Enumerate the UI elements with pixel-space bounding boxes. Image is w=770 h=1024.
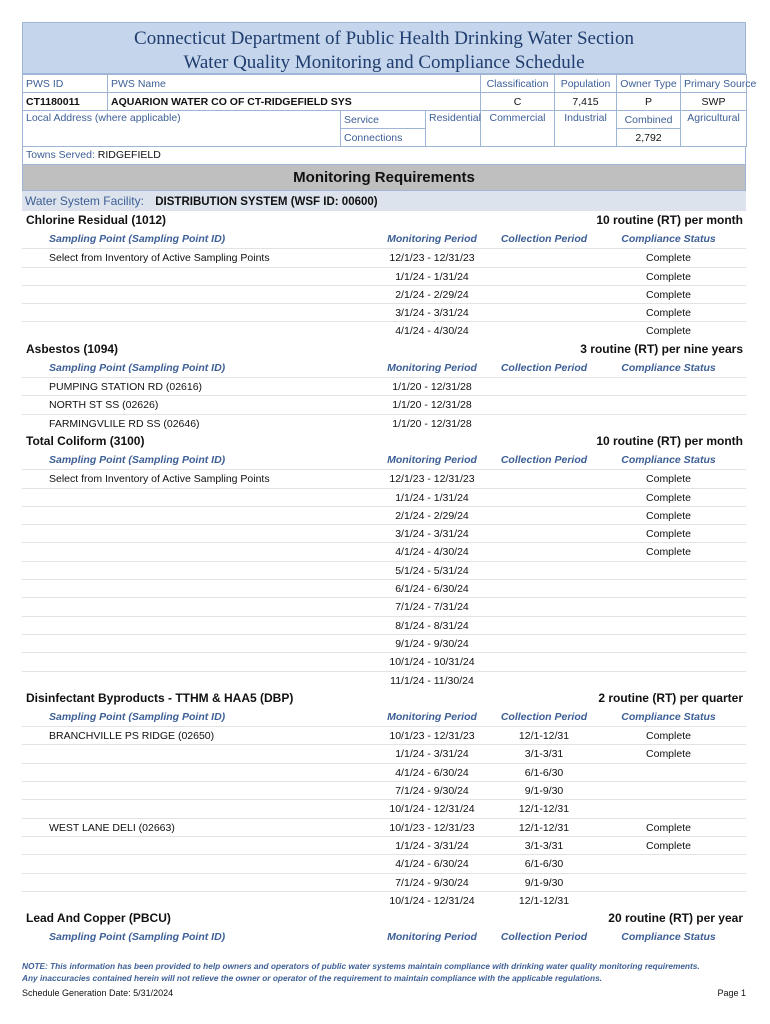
sampling-point-cell: [22, 800, 367, 817]
compliance-status-cell: [591, 617, 746, 634]
sampling-point-cell: [22, 268, 367, 285]
note-line-2: Any inaccuracies contained herein will not relieve the owner or operator of the requirement to maintain compliance with the applicable regulations.: [22, 973, 602, 983]
note-line-1: NOTE: This information has been provided to help owners and operators of public water systems maintain compliance with drinking water quality monitoring requirements.: [22, 961, 700, 971]
compliance-status-cell: Complete: [646, 821, 691, 834]
collection-period-cell: 6/1-6/30: [524, 858, 564, 871]
collection-period-cell: [497, 322, 591, 339]
compliance-status-cell: [591, 653, 746, 670]
sampling-point-cell: [22, 286, 367, 303]
monitoring-period-cell: 7/1/24 - 9/30/24: [395, 785, 469, 798]
compliance-status-cell: [591, 396, 746, 413]
sampling-point-cell: Select from Inventory of Active Sampling Points: [49, 252, 270, 265]
owner-type-label: Owner Type: [617, 75, 681, 93]
section-header: [22, 689, 746, 708]
local-address-label: Local Address (where applicable): [23, 111, 341, 147]
table-row: [22, 303, 746, 321]
page-number: Page 1: [717, 988, 746, 998]
sampling-point-cell: [22, 837, 367, 854]
collection-period-cell: 3/1-3/31: [524, 748, 564, 761]
sampling-point-cell: [22, 782, 367, 799]
compliance-status-cell: Complete: [646, 473, 691, 486]
column-header-row: [22, 230, 746, 248]
monitoring-period-cell: 12/1/23 - 12/31/23: [389, 252, 475, 265]
generation-date: Schedule Generation Date: 5/31/2024: [22, 988, 174, 998]
sampling-point-cell: [22, 543, 367, 560]
monitoring-period-cell: 1/1/20 - 12/31/28: [392, 399, 472, 412]
monitoring-sections: [22, 211, 746, 946]
collection-period-cell: 12/1-12/31: [518, 803, 570, 816]
collection-period-cell: [497, 598, 591, 615]
column-header-sampling-point: Sampling Point (Sampling Point ID): [49, 931, 226, 944]
owner-type-value: P: [617, 93, 681, 111]
collection-period-cell: [497, 543, 591, 560]
monitoring-period-cell: 8/1/24 - 8/31/24: [395, 619, 469, 632]
collection-period-cell: [497, 415, 591, 432]
classification-label: Classification: [481, 75, 555, 93]
section-name: Chlorine Residual (1012): [26, 213, 167, 227]
disclaimer-note: [22, 960, 746, 984]
section-name: Asbestos (1094): [26, 341, 119, 356]
sampling-point-cell: [22, 874, 367, 891]
monitoring-period-cell: 3/1/24 - 3/31/24: [395, 528, 469, 541]
sampling-point-cell: [22, 525, 367, 542]
monitoring-period-cell: 3/1/24 - 3/31/24: [395, 307, 469, 320]
collection-period-cell: [497, 396, 591, 413]
table-row: [22, 524, 746, 542]
title-line-2: Water Quality Monitoring and Compliance Schedule: [183, 52, 585, 73]
column-header-sampling-point: Sampling Point (Sampling Point ID): [49, 233, 226, 245]
compliance-status-cell: Complete: [646, 307, 691, 320]
monitoring-requirements-title: Monitoring Requirements: [22, 165, 746, 191]
monitoring-period-cell: 1/1/24 - 3/31/24: [395, 748, 469, 761]
towns-served: [22, 147, 746, 165]
compliance-status-cell: [591, 580, 746, 597]
sampling-point-cell: [22, 617, 367, 634]
compliance-status-cell: Complete: [646, 730, 691, 743]
monitoring-period-cell: 1/1/20 - 12/31/28: [392, 417, 472, 430]
compliance-status-cell: Complete: [646, 748, 691, 761]
column-header-row: [22, 451, 746, 469]
sampling-point-cell: [22, 653, 367, 670]
section-name: Disinfectant Byproducts - TTHM & HAA5 (DBP): [26, 690, 294, 705]
agricultural-label: Agricultural: [681, 111, 747, 147]
monitoring-period-cell: 1/1/24 - 3/31/24: [395, 839, 469, 852]
column-header-compliance-status: Compliance Status: [621, 233, 716, 245]
collection-period-cell: [497, 304, 591, 321]
compliance-status-cell: Complete: [646, 509, 691, 522]
section-name: Lead And Copper (PBCU): [26, 911, 171, 926]
sampling-point-cell: NORTH ST SS (02626): [49, 399, 159, 412]
collection-period-cell: [497, 672, 591, 689]
pws-id-value: CT1180011: [23, 93, 108, 111]
column-header-monitoring-period: Monitoring Period: [387, 931, 477, 944]
monitoring-period-cell: 2/1/24 - 2/29/24: [395, 509, 469, 522]
column-header-row: [22, 359, 746, 377]
section-header: [22, 211, 746, 230]
collection-period-cell: 6/1-6/30: [524, 766, 564, 779]
section-frequency: 20 routine (RT) per year: [608, 911, 743, 926]
column-header-collection-period: Collection Period: [500, 710, 588, 723]
collection-period-cell: [497, 489, 591, 506]
primary-source-label: Primary Source: [681, 75, 747, 93]
table-row: [22, 267, 746, 285]
table-row: [22, 836, 746, 854]
sampling-point-cell: [22, 507, 367, 524]
pws-name-label: PWS Name: [108, 75, 481, 93]
compliance-status-cell: [591, 672, 746, 689]
collection-period-cell: [497, 562, 591, 579]
column-header-collection-period: Collection Period: [500, 233, 588, 245]
collection-period-cell: [497, 470, 591, 487]
monitoring-period-cell: 10/1/24 - 12/31/24: [389, 894, 475, 907]
table-row: [22, 488, 746, 506]
compliance-status-cell: [591, 764, 746, 781]
compliance-status-cell: [591, 562, 746, 579]
collection-period-cell: [497, 653, 591, 670]
table-row: [22, 634, 746, 652]
collection-period-cell: [497, 249, 591, 266]
column-header-compliance-status: Compliance Status: [621, 453, 716, 466]
monitoring-period-cell: 10/1/24 - 12/31/24: [389, 803, 475, 816]
monitoring-period-cell: 1/1/24 - 1/31/24: [395, 270, 469, 283]
monitoring-period-cell: 1/1/24 - 1/31/24: [395, 491, 469, 504]
compliance-status-cell: Complete: [646, 325, 691, 338]
sampling-point-cell: PUMPING STATION RD (02616): [49, 381, 203, 394]
column-header-row: [22, 928, 746, 946]
commercial-label: Commercial: [481, 111, 555, 147]
collection-period-cell: [497, 378, 591, 395]
sampling-point-cell: [22, 598, 367, 615]
sampling-point-cell: [22, 489, 367, 506]
combined-value: 2,792: [617, 129, 681, 147]
compliance-status-cell: [591, 635, 746, 652]
table-row: [22, 873, 746, 891]
pws-name-value: AQUARION WATER CO OF CT-RIDGEFIELD SYS: [108, 93, 481, 111]
section-frequency: 10 routine (RT) per month: [596, 433, 743, 448]
column-header-sampling-point: Sampling Point (Sampling Point ID): [49, 361, 226, 374]
title-banner: [22, 22, 746, 74]
sampling-point-cell: [22, 635, 367, 652]
table-row: [22, 652, 746, 670]
column-header-monitoring-period: Monitoring Period: [387, 453, 477, 466]
towns-value: RIDGEFIELD: [97, 149, 161, 161]
monitoring-period-cell: 1/1/20 - 12/31/28: [392, 381, 472, 394]
compliance-status-cell: Complete: [646, 288, 691, 301]
compliance-status-cell: [591, 892, 746, 909]
compliance-status-cell: [591, 782, 746, 799]
section-header: [22, 340, 746, 359]
monitoring-period-cell: 4/1/24 - 6/30/24: [395, 766, 469, 779]
monitoring-period-cell: 7/1/24 - 9/30/24: [395, 876, 469, 889]
industrial-label: Industrial: [555, 111, 617, 147]
column-header-monitoring-period: Monitoring Period: [387, 361, 477, 374]
service-label: [341, 111, 426, 129]
column-header-sampling-point: Sampling Point (Sampling Point ID): [49, 710, 226, 723]
table-row: [22, 744, 746, 762]
column-header-collection-period: Collection Period: [500, 361, 588, 374]
table-row: [22, 726, 746, 744]
sampling-point-cell: BRANCHVILLE PS RIDGE (02650): [49, 730, 215, 743]
sampling-point-cell: [22, 304, 367, 321]
water-system-facility: [22, 191, 746, 211]
collection-period-cell: 12/1-12/31: [518, 894, 570, 907]
monitoring-period-cell: 10/1/23 - 12/31/23: [389, 821, 475, 834]
section-name: Total Coliform (3100): [26, 433, 145, 448]
table-row: [22, 321, 746, 339]
compliance-status-cell: [591, 855, 746, 872]
compliance-status-cell: [591, 598, 746, 615]
column-header-compliance-status: Compliance Status: [621, 710, 716, 723]
monitoring-period-cell: 2/1/24 - 2/29/24: [395, 288, 469, 301]
table-row: [22, 579, 746, 597]
system-info-table: [22, 74, 757, 147]
collection-period-cell: [497, 580, 591, 597]
collection-period-cell: [497, 268, 591, 285]
monitoring-period-cell: 9/1/24 - 9/30/24: [395, 637, 469, 650]
sampling-point-cell: [22, 892, 367, 909]
facility-label: Water System Facility:: [25, 194, 144, 208]
compliance-status-cell: Complete: [646, 528, 691, 541]
collection-period-cell: [497, 507, 591, 524]
table-row: [22, 616, 746, 634]
column-header-compliance-status: Compliance Status: [621, 361, 716, 374]
collection-period-cell: [497, 286, 591, 303]
collection-period-cell: 9/1-9/30: [524, 876, 564, 889]
column-header-collection-period: Collection Period: [500, 931, 588, 944]
document-page: [22, 22, 757, 946]
combined-label: Combined: [617, 111, 681, 129]
compliance-status-cell: Complete: [646, 546, 691, 559]
sampling-point-cell: [22, 580, 367, 597]
collection-period-cell: 12/1-12/31: [518, 730, 570, 743]
section-header: [22, 432, 746, 451]
table-row: [22, 377, 746, 395]
table-row: [22, 414, 746, 432]
sampling-point-cell: Select from Inventory of Active Sampling Points: [49, 473, 270, 486]
towns-label: Towns Served:: [26, 149, 95, 161]
pws-id-label: PWS ID: [23, 75, 108, 93]
primary-source-value: SWP: [681, 93, 747, 111]
table-row: [22, 854, 746, 872]
compliance-status-cell: [591, 800, 746, 817]
compliance-status-cell: Complete: [646, 270, 691, 283]
population-value: 7,415: [555, 93, 617, 111]
column-header-row: [22, 708, 746, 726]
monitoring-period-cell: 6/1/24 - 6/30/24: [395, 583, 469, 596]
table-row: [22, 248, 746, 266]
facility-value: DISTRIBUTION SYSTEM (WSF ID: 00600): [155, 196, 378, 208]
page-footer: [22, 988, 746, 998]
monitoring-period-cell: 4/1/24 - 6/30/24: [395, 858, 469, 871]
monitoring-period-cell: 11/1/24 - 11/30/24: [390, 674, 474, 687]
section-frequency: 10 routine (RT) per month: [596, 213, 743, 227]
monitoring-period-cell: 10/1/24 - 10/31/24: [389, 656, 475, 669]
collection-period-cell: [497, 635, 591, 652]
monitoring-period-cell: 4/1/24 - 4/30/24: [395, 325, 469, 338]
collection-period-cell: 3/1-3/31: [524, 839, 564, 852]
compliance-status-cell: [591, 415, 746, 432]
column-header-monitoring-period: Monitoring Period: [387, 710, 477, 723]
column-header-sampling-point: Sampling Point (Sampling Point ID): [49, 453, 226, 466]
collection-period-cell: [497, 617, 591, 634]
table-row: [22, 781, 746, 799]
sampling-point-cell: WEST LANE DELI (02663): [49, 821, 175, 834]
monitoring-period-cell: 7/1/24 - 7/31/24: [395, 601, 469, 614]
sampling-point-cell: [22, 855, 367, 872]
table-row: [22, 818, 746, 836]
monitoring-period-cell: 10/1/23 - 12/31/23: [389, 730, 475, 743]
connections-label: Connections: [341, 129, 426, 147]
collection-period-cell: 12/1-12/31: [518, 821, 570, 834]
section-header: [22, 909, 746, 928]
compliance-status-cell: Complete: [646, 491, 691, 504]
sampling-point-cell: [22, 745, 367, 762]
service-label-line1: Service: [344, 113, 380, 126]
compliance-status-cell: Complete: [646, 252, 691, 265]
monitoring-period-cell: 12/1/23 - 12/31/23: [389, 473, 475, 486]
collection-period-cell: [497, 525, 591, 542]
compliance-status-cell: [591, 378, 746, 395]
table-row: [22, 799, 746, 817]
sampling-point-cell: [22, 322, 367, 339]
title-line-1: Connecticut Department of Public Health Drinking Water Section: [134, 28, 634, 49]
section-frequency: 3 routine (RT) per nine years: [580, 341, 743, 356]
compliance-status-cell: [591, 874, 746, 891]
column-header-monitoring-period: Monitoring Period: [387, 233, 477, 245]
monitoring-period-cell: 4/1/24 - 4/30/24: [395, 546, 469, 559]
sampling-point-cell: [22, 562, 367, 579]
compliance-status-cell: Complete: [646, 839, 691, 852]
sampling-point-cell: FARMINGVLILE RD SS (02646): [49, 417, 200, 430]
sampling-point-cell: [22, 764, 367, 781]
section-frequency: 2 routine (RT) per quarter: [598, 690, 743, 705]
table-row: [22, 395, 746, 413]
monitoring-period-cell: 5/1/24 - 5/31/24: [395, 564, 469, 577]
classification-value: C: [481, 93, 555, 111]
table-row: [22, 506, 746, 524]
table-row: [22, 891, 746, 909]
table-row: [22, 671, 746, 689]
residential-label: Residential: [426, 111, 481, 147]
column-header-collection-period: Collection Period: [500, 453, 588, 466]
population-label: Population: [555, 75, 617, 93]
table-row: [22, 597, 746, 615]
collection-period-cell: 9/1-9/30: [524, 785, 564, 798]
table-row: [22, 763, 746, 781]
sampling-point-cell: [22, 672, 367, 689]
table-row: [22, 542, 746, 560]
table-row: [22, 469, 746, 487]
table-row: [22, 561, 746, 579]
column-header-compliance-status: Compliance Status: [621, 931, 716, 944]
table-row: [22, 285, 746, 303]
